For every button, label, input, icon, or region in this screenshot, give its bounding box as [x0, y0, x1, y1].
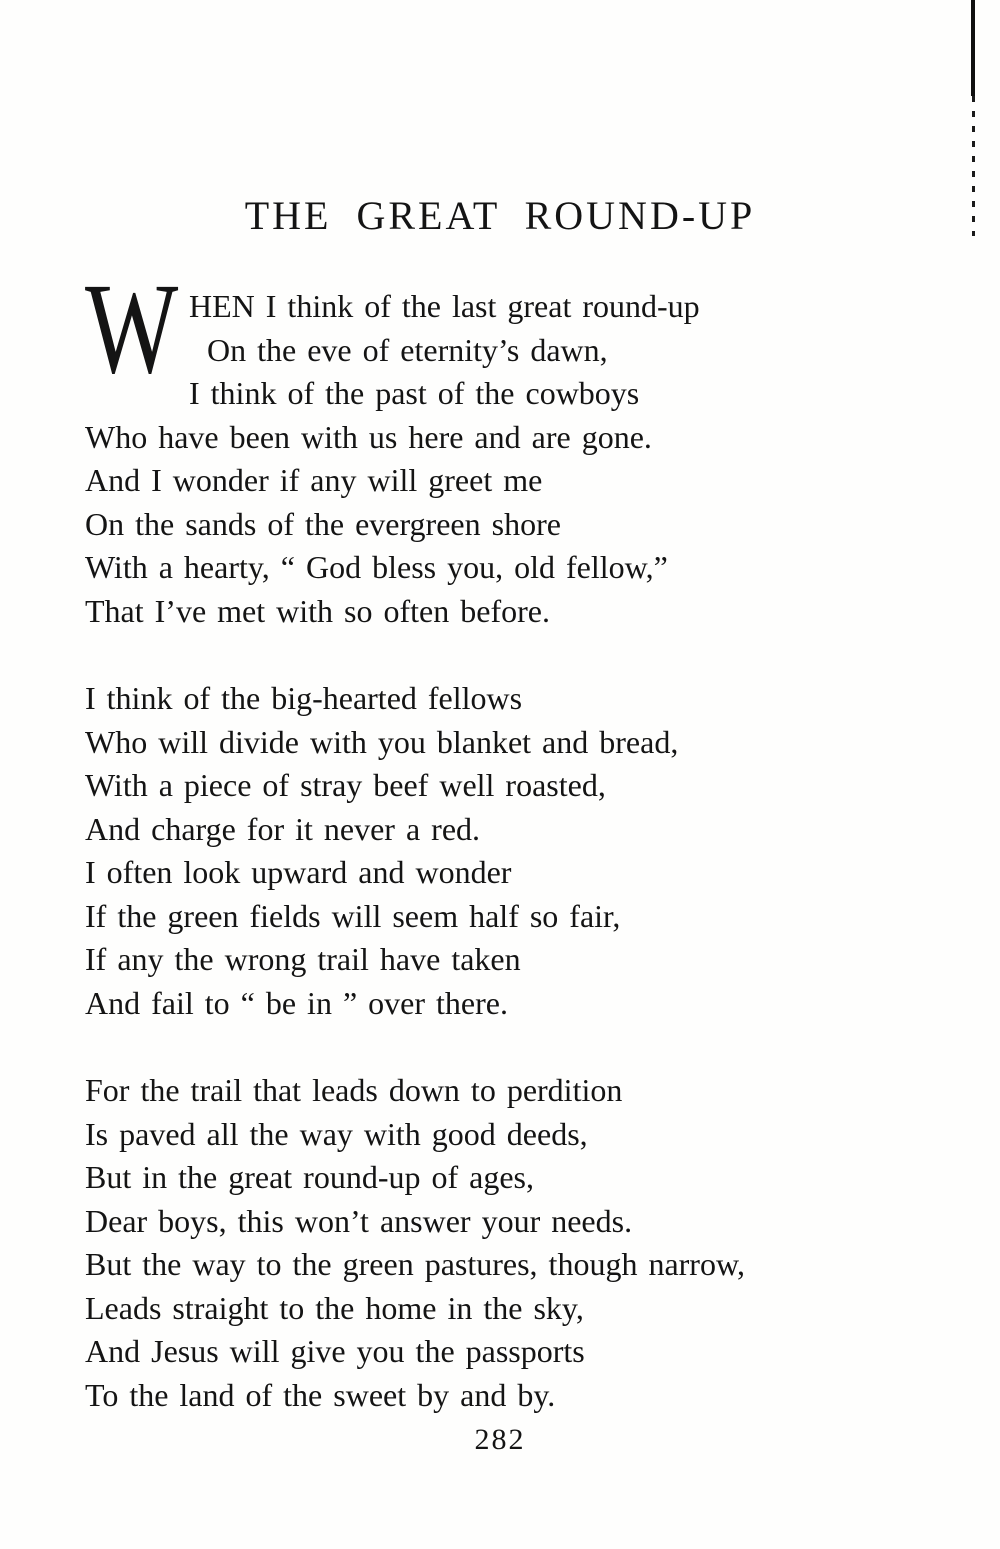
- poem-line: I think of the past of the cowboys: [189, 375, 640, 411]
- poem-line: Who will divide with you blanket and bread,: [85, 723, 679, 760]
- poem-line: I think of the big-hearted fellows: [85, 680, 523, 716]
- poem-line: Who have been with us here and are gone.: [85, 418, 652, 455]
- stanza-1: [85, 257, 1000, 633]
- poem-line: And fail to “ be in ” over there.: [85, 984, 508, 1021]
- poem-line: With a piece of stray beef well roasted,: [85, 767, 606, 803]
- poem-line: To the land of the sweet by and by.: [85, 1376, 556, 1413]
- scan-edge-line-dashed: [972, 96, 975, 236]
- poem-line: HEN I think of the last great round-up: [189, 288, 700, 324]
- poem-body: [85, 257, 1000, 1417]
- drop-cap: W: [85, 257, 179, 401]
- stanza-2: [85, 677, 1000, 1025]
- poem-line: Leads straight to the home in the sky,: [85, 1289, 584, 1326]
- stanza-3: [85, 1069, 1000, 1417]
- poem-line: On the sands of the evergreen shore: [85, 505, 561, 542]
- page-number: 282: [474, 1423, 526, 1456]
- poem-line: With a hearty, “ God bless you, old fellow,”: [85, 549, 668, 585]
- poem-line: Is paved all the way with good deeds,: [85, 1115, 588, 1152]
- poem-line: I often look upward and wonder: [85, 854, 512, 890]
- poem-line: But the way to the green pastures, though narrow,: [85, 1246, 745, 1282]
- poem-line: But in the great round-up of ages,: [85, 1159, 534, 1195]
- poem-line: And Jesus will give you the passports: [85, 1333, 585, 1369]
- poem-title: THE GREAT ROUND-UP: [244, 193, 756, 238]
- poem-line: And charge for it never a red.: [85, 810, 481, 847]
- poem-line: For the trail that leads down to perdition: [85, 1072, 623, 1108]
- poem-line: On the eve of eternity’s dawn,: [207, 331, 608, 368]
- scan-edge-line: [971, 0, 975, 96]
- poem-line: Dear boys, this won’t answer your needs.: [85, 1202, 633, 1239]
- poem-line: That I’ve met with so often before.: [85, 592, 550, 629]
- poem-line: If any the wrong trail have taken: [85, 941, 521, 977]
- poem-line: And I wonder if any will greet me: [85, 462, 543, 498]
- poem-line: If the green fields will seem half so fair,: [85, 897, 621, 934]
